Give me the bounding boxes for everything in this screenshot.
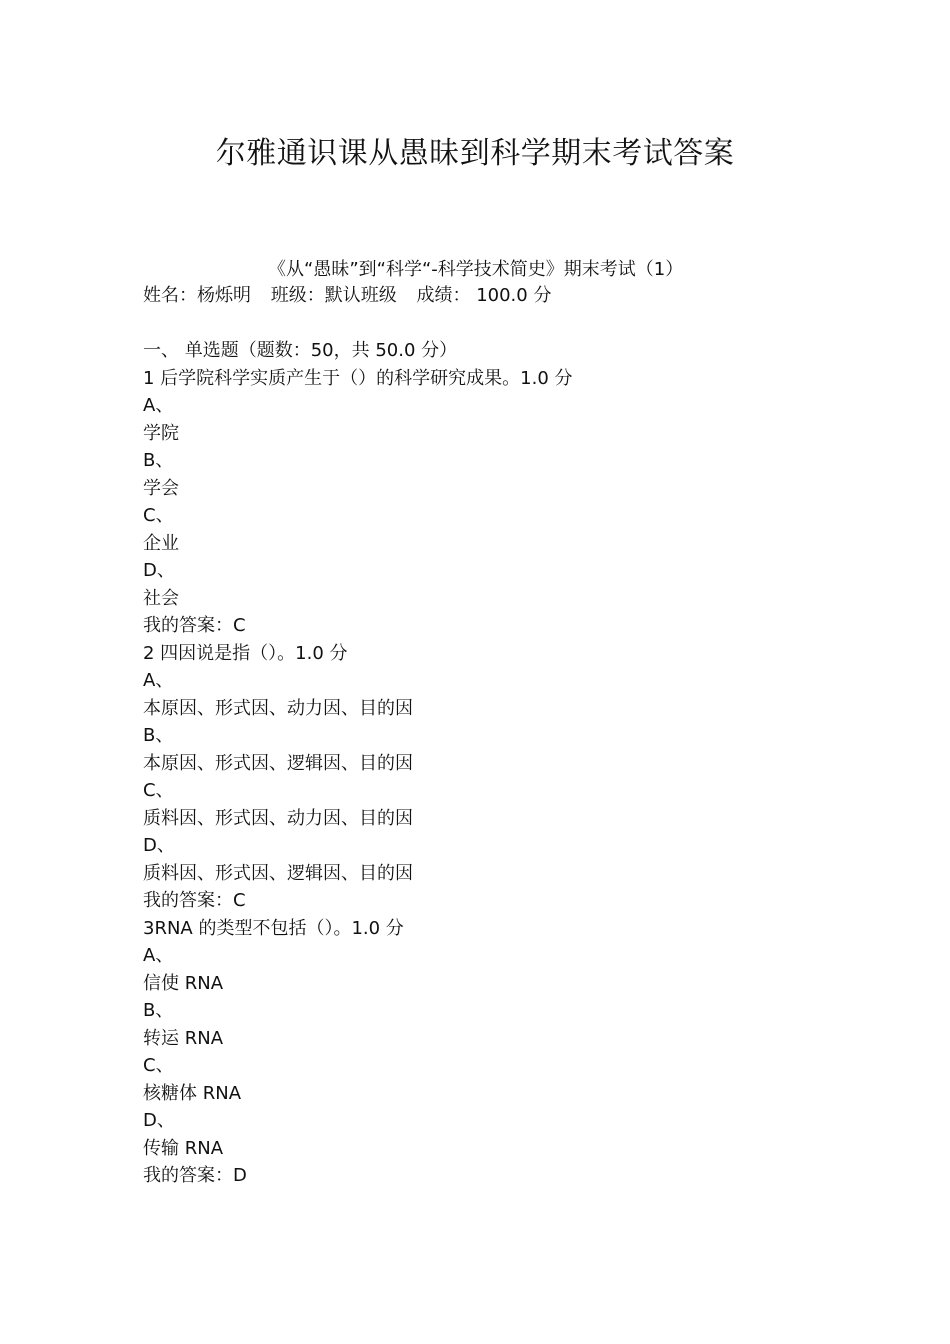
option-text: 质料因、形式因、动力因、目的因	[143, 807, 413, 829]
option-letter: D、	[143, 560, 175, 581]
option-text: 企业	[143, 532, 179, 554]
my-answer: 我的答案：D	[143, 1165, 247, 1186]
option-text: 转运 RNA	[143, 1027, 224, 1049]
option-text: 社会	[143, 587, 179, 609]
student-class: 班级：默认班级	[270, 285, 397, 306]
option-letter: C、	[143, 505, 174, 526]
option-letter: B、	[143, 1000, 174, 1021]
question-text: 3RNA 的类型不包括（）。1.0 分	[143, 917, 404, 939]
option-letter: C、	[143, 780, 174, 801]
option-letter: B、	[143, 725, 174, 746]
option-letter: D、	[143, 1110, 175, 1131]
document-title: 尔雅通识课从愚昧到科学期末考试答案	[215, 136, 735, 171]
section-header: 一、 单选题（题数：50，共 50.0 分）	[143, 340, 458, 361]
option-text: 本原因、形式因、逻辑因、目的因	[143, 752, 413, 774]
spacer	[143, 310, 850, 338]
option-text: 本原因、形式因、动力因、目的因	[143, 697, 413, 719]
question-text: 2 四因说是指（）。1.0 分	[143, 642, 348, 664]
option-text: 质料因、形式因、逻辑因、目的因	[143, 862, 413, 884]
student-score: 成绩： 100.0 分	[416, 285, 552, 306]
option-text: 传输 RNA	[143, 1137, 224, 1159]
option-letter: C、	[143, 1055, 174, 1076]
option-text: 核糖体 RNA	[143, 1082, 242, 1104]
student-info	[143, 282, 850, 310]
question-text: 1 后学院科学实质产生于（）的科学研究成果。1.0 分	[143, 367, 573, 389]
my-answer: 我的答案：C	[143, 615, 246, 636]
option-letter: A、	[143, 670, 174, 691]
option-letter: D、	[143, 835, 175, 856]
student-name: 姓名：杨烁明	[143, 285, 251, 306]
option-text: 学会	[143, 477, 179, 499]
question-block	[143, 640, 850, 915]
document-body	[143, 282, 850, 1190]
question-block	[143, 365, 850, 640]
my-answer: 我的答案：C	[143, 890, 246, 911]
option-text: 信使 RNA	[143, 972, 224, 994]
question-block	[143, 915, 850, 1190]
option-letter: A、	[143, 945, 174, 966]
option-text: 学院	[143, 422, 179, 444]
option-letter: A、	[143, 395, 174, 416]
option-letter: B、	[143, 450, 174, 471]
exam-title: 《从“愚昧”到“科学“-科学技术简史》期末考试（1）	[268, 259, 684, 280]
